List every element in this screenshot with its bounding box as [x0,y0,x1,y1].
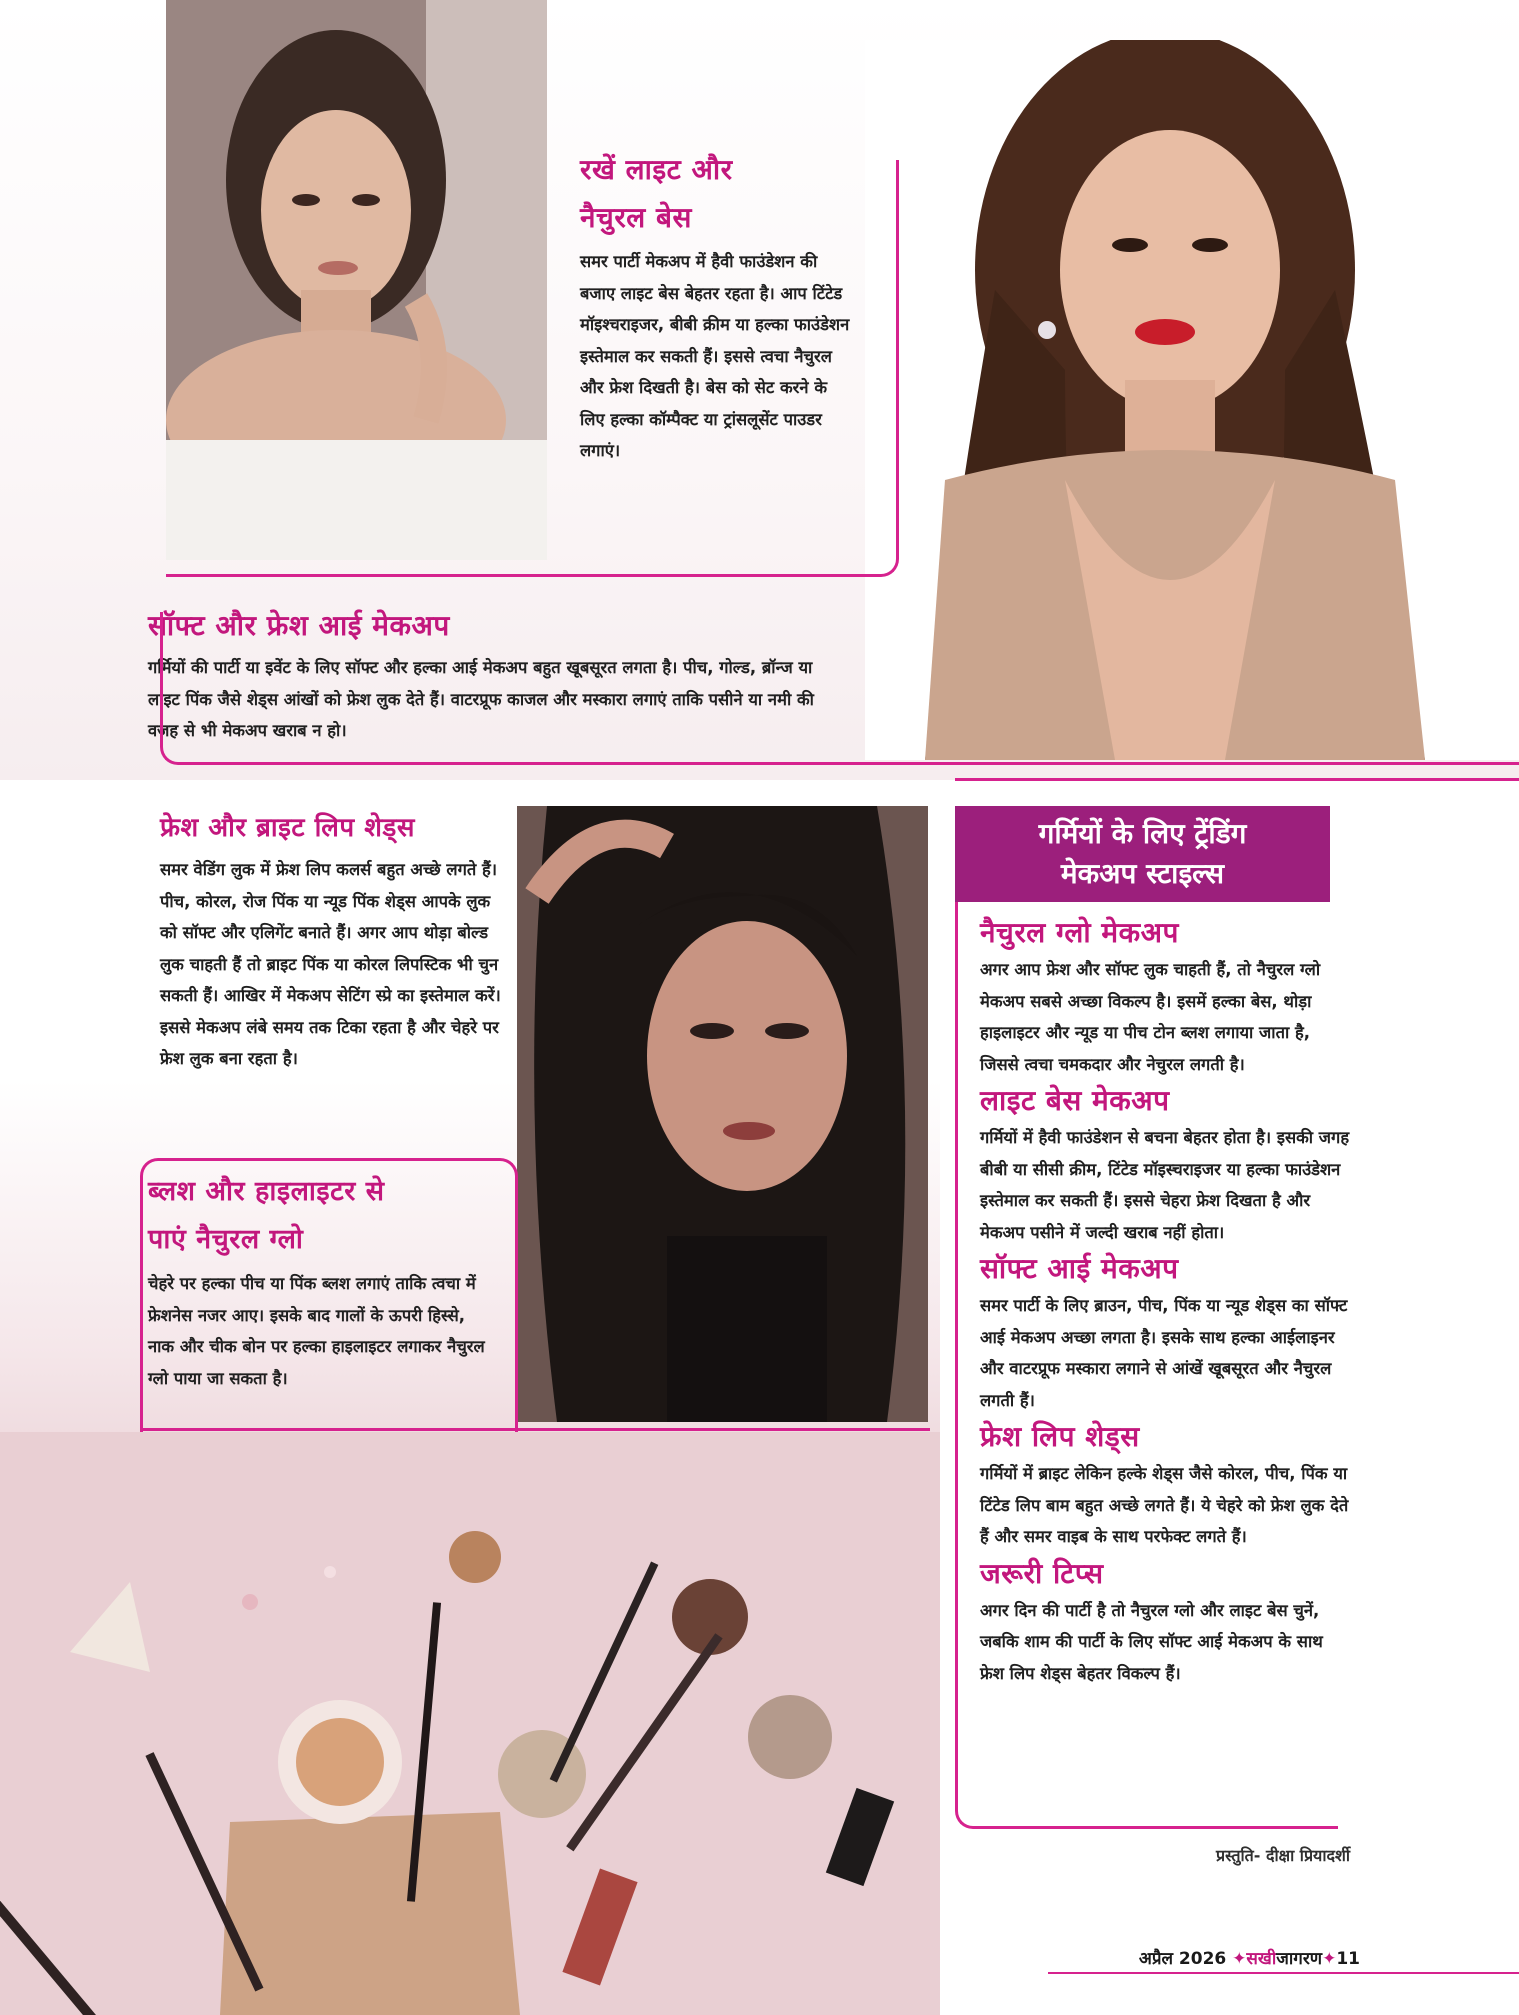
blush-frame [140,1158,518,1433]
sidebar-item-text: अगर आप फ्रेश और सॉफ्ट लुक चाहती हैं, तो नैचुरल ग्लो मेकअप सबसे अच्छा विकल्प है। इसमें हल्का बेस, थोड़ा हाइलाइटर और न्यूड या पीच टोन ब्लश लगाया जाता है, जिससे त्वचा चमकदार और नेचुरल लगती है। [980,960,1321,1074]
sidebar-item-text: समर पार्टी के लिए ब्राउन, पीच, पिंक या न्यूड शेड्स का सॉफ्ट आई मेकअप अच्छा लगता है। इसके साथ हल्का आईलाइनर और वाटरप्रूफ मस्कारा लगाने से आंखें खूबसूरत और नैचुरल लगती हैं। [980,1296,1348,1410]
cosmetics-photo [0,1432,940,2015]
sidebar-top-line [955,778,1519,781]
light-base-text: समर पार्टी मेकअप में हैवी फाउंडेशन की बजाए लाइट बेस बेहतर रहता है। आप टिंटेड मॉइश्चराइजर, बीबी क्रीम या हल्का फाउंडेशन इस्तेमाल कर सकती हैं। इससे त्वचा नैचुरल और फ्रेश दिखती है। बेस को सेट करने के लिए हल्का कॉम्पैक्ट या ट्रांसलूसेंट पाउडर लगाएं। [580,252,850,460]
eye-makeup-text: गर्मियों की पार्टी या इवेंट के लिए सॉफ्ट और हल्का आई मेकअप बहुत खूबसूरत लगता है। पीच, गोल्ड, ब्रॉन्ज या लाइट पिंक जैसे शेड्स आंखों को फ्रेश लुक देते हैं। वाटरप्रूफ काजल और मस्कारा लगाएं ताकि पसीने या नमी की वजह से भी मेकअप खराब न हो। [148,658,814,740]
eye-makeup-frame [160,612,1519,765]
eye-makeup-heading: सॉफ्ट और फ्रेश आई मेकअप [148,609,450,642]
sidebar-item-natural-glow [980,912,1350,1080]
light-base-heading-line1: रखें लाइट और [580,153,733,186]
blush-heading-line1: ब्लश और हाइलाइटर से [148,1176,385,1207]
blush-heading-line2: पाएं नैचुरल ग्लो [148,1224,304,1255]
sidebar-title-line2: मेकअप स्टाइल्स [1060,857,1225,890]
sidebar-title-box [955,806,1330,902]
sidebar-list [980,912,1350,1689]
sidebar-title-line1: गर्मियों के लिए ट्रेंडिंग [1038,817,1247,850]
lip-shades-section [160,808,510,1075]
lip-shades-text: समर वेडिंग लुक में फ्रेश लिप कलर्स बहुत अच्छे लगते हैं। पीच, कोरल, रोज पिंक या न्यूड पिंक शेड्स आपके लुक को सॉफ्ट और एलिगेंट बनाते हैं। अगर आप थोड़ा बोल्ड लुक चाहती हैं तो ब्राइट पिंक या कोरल लिपस्टिक भी चुन सकती हैं। आखिर में मेकअप सेटिंग स्प्रे का इस्तेमाल करें। इससे मेकअप लंबे समय तक टिका रहता है और चेहरे पर फ्रेश लुक बना रहता है। [160,860,501,1068]
sidebar-item-light-base [980,1080,1350,1248]
sidebar-item-fresh-lip [980,1416,1350,1553]
sidebar-item-title: फ्रेश लिप शेड्स [980,1420,1140,1453]
light-base-frame [166,160,899,577]
dark-hair-photo [517,806,928,1422]
sidebar-item-text: अगर दिन की पार्टी है तो नैचुरल ग्लो और लाइट बेस चुनें, जबकि शाम की पार्टी के लिए सॉफ्ट आई मेकअप के साथ फ्रेश लिप शेड्स बेहतर विकल्प हैं। [980,1600,1323,1683]
footer-divider [1048,1972,1519,1974]
lip-shades-heading: फ्रेश और ब्राइट लिप शेड्स [160,813,415,843]
sidebar-item-title: सॉफ्ट आई मेकअप [980,1252,1179,1285]
sidebar-item-title: लाइट बेस मेकअप [980,1084,1170,1117]
sidebar-item-soft-eye [980,1248,1350,1416]
sidebar-item-text: गर्मियों में ब्राइट लेकिन हल्के शेड्स जैसे कोरल, पीच, पिंक या टिंटेड लिप बाम बहुत अच्छे लगते हैं। ये चेहरे को फ्रेश लुक देते हैं और समर वाइब के साथ परफेक्ट लगते हैं। [980,1464,1349,1546]
sidebar-item-text: गर्मियों में हैवी फाउंडेशन से बचना बेहतर होता है। इसकी जगह बीबी या सीसी क्रीम, टिंटेड मॉइस्चराइजर या हल्का फाउंडेशन इस्तेमाल कर सकती हैं। इससे चेहरा फ्रेश दिखता है और मेकअप पसीने में जल्दी खराब नहीं होता। [980,1128,1350,1242]
footer-month: अप्रैल 2026 [1138,1949,1227,1969]
footer-star-icon: ✦ [1232,1949,1247,1969]
sidebar-item-title: नैचुरल ग्लो मेकअप [980,916,1179,949]
blush-bottom-line [140,1428,930,1431]
light-base-heading-line2: नैचुरल बेस [580,201,692,234]
sidebar-item-title: जरूरी टिप्स [980,1556,1104,1590]
blush-text: चेहरे पर हल्का पीच या पिंक ब्लश लगाएं ताकि त्वचा में फ्रेशनेस नजर आए। इसके बाद गालों के ऊपरी हिस्से, नाक और चीक बोन पर हल्का हाइलाइटर लगाकर नैचुरल ग्लो पाया जा सकता है। [148,1274,485,1388]
author-credit: प्रस्तुति- दीक्षा प्रियादर्शी [1216,1846,1350,1865]
sidebar-item-tips [980,1553,1350,1690]
page-footer [1060,1946,1360,1969]
footer-page-number: 11 [1336,1949,1360,1969]
footer-brand-b: जागरण [1276,1949,1323,1969]
footer-star-icon: ✦ [1322,1949,1337,1969]
footer-brand-a: सखी [1246,1949,1277,1969]
